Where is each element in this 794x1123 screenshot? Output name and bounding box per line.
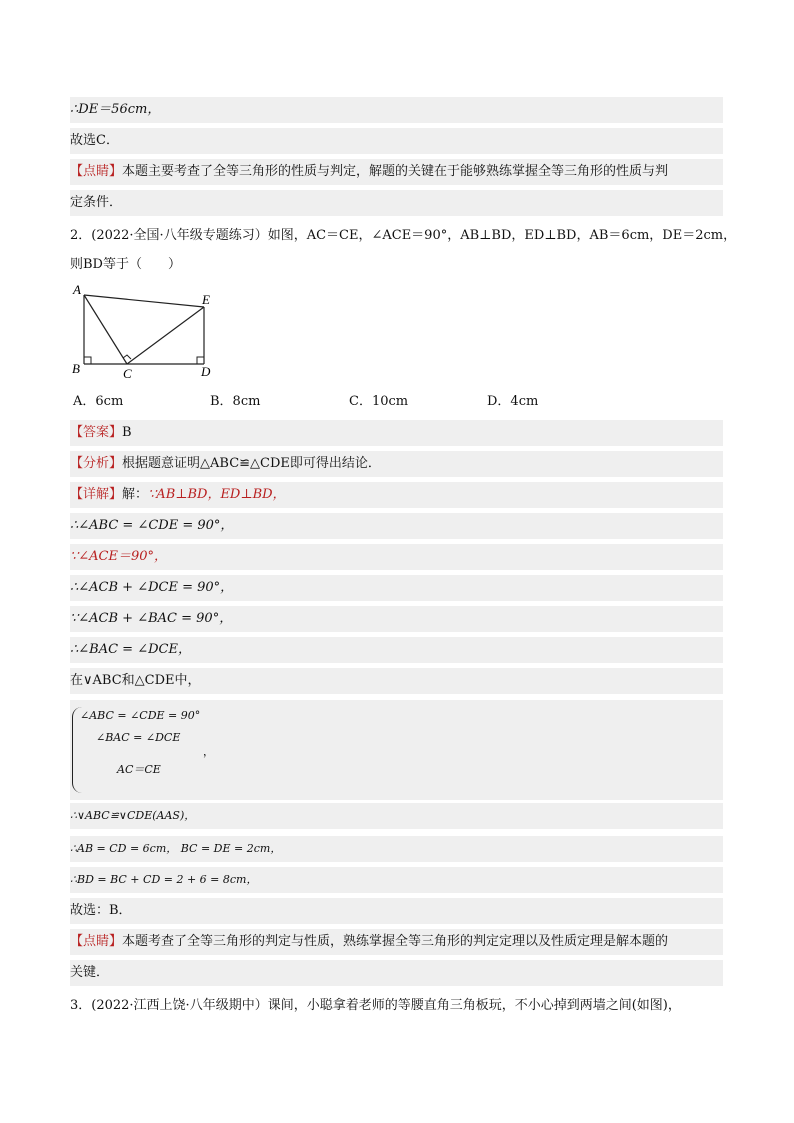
comment-line2: 关键． xyxy=(70,960,723,986)
step-2 xyxy=(70,544,723,570)
label-c: C xyxy=(123,366,132,381)
option-d: D．4cm xyxy=(487,394,539,409)
conclusion-bd: ∴BD = BC + CD = 2 + 6 = 8cm， xyxy=(70,867,723,893)
prev-choice: 故选C． xyxy=(70,128,723,154)
label-e: E xyxy=(202,292,210,307)
prev-comment-line1 xyxy=(70,159,723,185)
label-a: A xyxy=(73,283,81,297)
conclusion-congruent: ∴∨ABC≌∨CDE(AAS)， xyxy=(70,803,723,829)
label-d: D xyxy=(201,364,211,379)
step-4: ∵∠ACB + ∠BAC = 90°， xyxy=(70,606,723,632)
option-b: B．8cm xyxy=(210,394,261,409)
label-b: B xyxy=(72,361,80,376)
answer-value: B xyxy=(122,425,132,440)
prev-comment-text: 本题主要考查了全等三角形的性质与判定，解题的关键在于能够熟练掌握全等三角形的性质与判 xyxy=(122,164,669,179)
options-row xyxy=(70,389,723,415)
geometry-figure xyxy=(64,283,224,383)
detail-intro: 解： xyxy=(122,487,149,502)
step-3: ∴∠ACB + ∠DCE = 90°， xyxy=(70,575,723,601)
analysis-line xyxy=(70,451,723,477)
question-2-stem-cont: 则BD等于（ ） xyxy=(70,257,181,272)
segment-ac xyxy=(84,295,127,364)
system-eq-1: ∠ABC = ∠CDE = 90° xyxy=(80,709,201,722)
analysis-tag: 【分析】 xyxy=(70,456,123,471)
comment-text1: 本题考查了全等三角形的判定与性质，熟练掌握全等三角形的判定定理以及性质定理是解本题的 xyxy=(122,934,669,949)
detail-tag: 【详解】 xyxy=(70,487,123,502)
step-2-text: ∵∠ACE＝90°， xyxy=(70,549,168,564)
answer-line xyxy=(70,420,723,446)
analysis-text: 根据题意证明△ABC≌△CDE即可得出结论． xyxy=(122,456,381,471)
step-6: 在∨ABC和△CDE中， xyxy=(70,668,723,694)
system-eq-2: ∠BAC = ∠DCE xyxy=(96,731,181,744)
prev-comment-line2: 定条件． xyxy=(70,190,723,216)
prev-conclusion: ∴DE＝56cm， xyxy=(70,97,723,123)
system-comma: ， xyxy=(203,745,214,758)
option-c: C．10cm xyxy=(349,394,409,409)
step-5: ∴∠BAC = ∠DCE， xyxy=(70,637,723,663)
answer-tag: 【答案】 xyxy=(70,425,123,440)
segment-ae xyxy=(84,295,204,307)
system-eq-3: AC＝CE xyxy=(117,763,161,776)
detail-line xyxy=(70,482,723,508)
right-angle-d-icon xyxy=(197,357,204,364)
comment-line1 xyxy=(70,929,723,955)
detail-condition: ∵AB⊥BD，ED⊥BD， xyxy=(148,487,286,502)
segment-ce xyxy=(127,307,204,364)
step-1: ∴∠ABC = ∠CDE = 90°， xyxy=(70,513,723,539)
question-3-stem: 3．(2022·江西上饶·八年级期中）课间，小聪拿着老师的等腰直角三角板玩，不小心掉到两墙之间(如图)， xyxy=(70,998,681,1013)
conclusion-lengths: ∴AB = CD = 6cm， BC = DE = 2cm， xyxy=(70,836,723,862)
right-angle-b-icon xyxy=(84,357,91,364)
option-a: A．6cm xyxy=(73,394,124,409)
final-choice: 故选：B． xyxy=(70,898,723,924)
comment-tag: 【点睛】 xyxy=(70,934,123,949)
question-2-stem: 2．(2022·全国·八年级专题练习）如图，AC＝CE，∠ACE＝90°，AB⊥BD，ED⊥BD，AB＝6cm，DE＝2cm， xyxy=(70,228,737,243)
prev-comment-tag: 【点睛】 xyxy=(70,164,123,179)
